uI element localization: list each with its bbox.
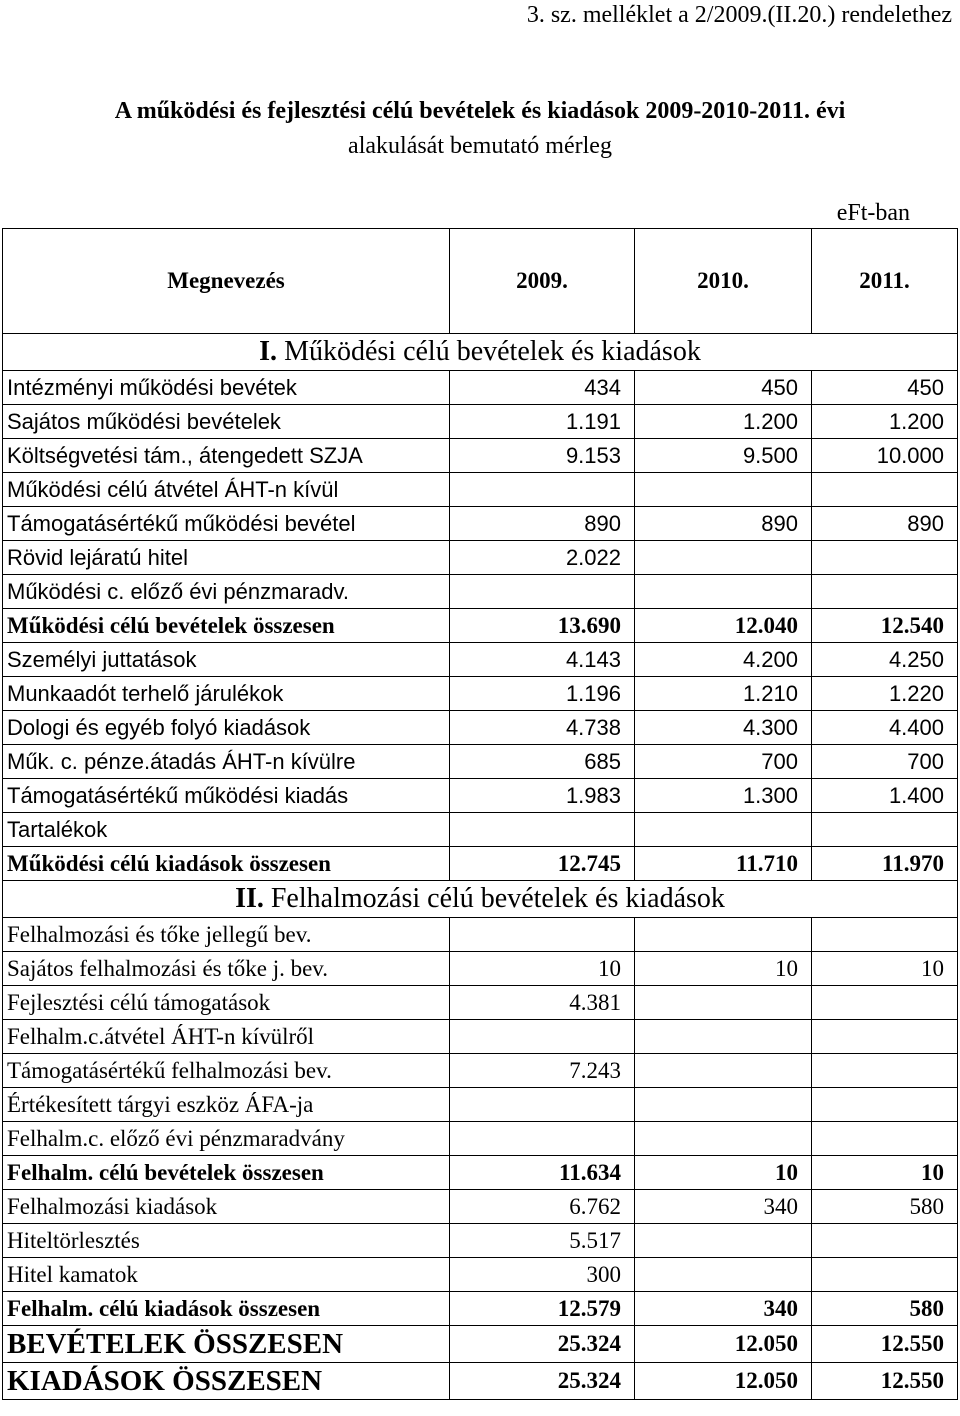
value-2010 [635,1224,812,1258]
table-row [3,847,958,881]
value-2009 [450,1122,635,1156]
col-header-2009: 2009. [450,229,635,334]
value-2010: 12.050 [635,1363,812,1400]
table-row [3,779,958,813]
value-2010: 11.710 [635,847,812,881]
row-label: BEVÉTELEK ÖSSZESEN [3,1326,450,1363]
value-2010: 10 [635,952,812,986]
value-2009: 434 [450,371,635,405]
value-2009: 890 [450,507,635,541]
table-row [3,1326,958,1363]
col-header-2011: 2011. [812,229,958,334]
table-row [3,952,958,986]
value-2011: 12.550 [812,1363,958,1400]
value-2011: 12.540 [812,609,958,643]
row-label: Munkaadót terhelő járulékok [3,677,450,711]
value-2009: 300 [450,1258,635,1292]
value-2009: 13.690 [450,609,635,643]
row-label: Felhalmozási és tőke jellegű bev. [3,918,450,952]
table-row [3,507,958,541]
row-label: Sajátos felhalmozási és tőke j. bev. [3,952,450,986]
value-2011: 12.550 [812,1326,958,1363]
table-row [3,439,958,473]
col-header-name: Megnevezés [3,229,450,334]
value-2010 [635,1122,812,1156]
value-2009: 12.745 [450,847,635,881]
value-2010: 9.500 [635,439,812,473]
row-label: Felhalmozási kiadások [3,1190,450,1224]
section-1-heading [3,334,958,371]
row-label: Intézményi működési bevétek [3,371,450,405]
row-label: Rövid lejáratú hitel [3,541,450,575]
table-row [3,1363,958,1400]
section-2-heading-number: II. [235,883,264,914]
table-row [3,1292,958,1326]
value-2010: 4.300 [635,711,812,745]
value-2009 [450,1088,635,1122]
annex-reference: 3. sz. melléklet a 2/2009.(II.20.) rendelethez [526,2,952,28]
section-2-heading-title: Felhalmozási célú bevételek és kiadások [270,883,725,914]
section-2-heading [3,881,958,918]
table-row [3,473,958,507]
value-2009: 1.191 [450,405,635,439]
value-2011: 1.220 [812,677,958,711]
value-2011 [812,575,958,609]
value-2010 [635,986,812,1020]
value-2011 [812,918,958,952]
row-label: Felhalm.c.átvétel ÁHT-n kívülről [3,1020,450,1054]
section-1-heading-number: I. [259,336,278,367]
table-row [3,711,958,745]
value-2011: 450 [812,371,958,405]
value-2009: 25.324 [450,1363,635,1400]
table-row [3,813,958,847]
value-2009 [450,813,635,847]
document-title: A működési és fejlesztési célú bevételek és kiadások 2009-2010-2011. évi [114,98,846,124]
value-2010 [635,473,812,507]
row-label: Tartalékok [3,813,450,847]
value-2011: 1.400 [812,779,958,813]
row-label: Műk. c. pénze.átadás ÁHT-n kívülre [3,745,450,779]
table-row [3,541,958,575]
value-2010 [635,1020,812,1054]
row-label: Értékesített tárgyi eszköz ÁFA-ja [3,1088,450,1122]
table-row [3,918,958,952]
value-2011: 700 [812,745,958,779]
table-row [3,1156,958,1190]
value-2010 [635,1088,812,1122]
value-2009: 11.634 [450,1156,635,1190]
value-2011: 580 [812,1292,958,1326]
value-2009: 7.243 [450,1054,635,1088]
row-label: Felhalm. célú bevételek összesen [3,1156,450,1190]
value-2009: 9.153 [450,439,635,473]
value-2010: 340 [635,1190,812,1224]
table-row [3,575,958,609]
value-2009: 1.196 [450,677,635,711]
value-2009: 4.143 [450,643,635,677]
row-label: Dologi és egyéb folyó kiadások [3,711,450,745]
table-row [3,1224,958,1258]
row-label: Felhalm. célú kiadások összesen [3,1292,450,1326]
section-1-heading-title: Működési célú bevételek és kiadások [284,336,701,367]
value-2009 [450,575,635,609]
row-label: Támogatásértékű működési bevétel [3,507,450,541]
value-2010 [635,575,812,609]
value-2011: 10.000 [812,439,958,473]
table-row [3,405,958,439]
value-2009: 12.579 [450,1292,635,1326]
row-label: Működési c. előző évi pénzmaradv. [3,575,450,609]
value-2010 [635,813,812,847]
value-2011 [812,1088,958,1122]
value-2011 [812,1122,958,1156]
value-2010 [635,1054,812,1088]
row-label: Sajátos működési bevételek [3,405,450,439]
value-2010 [635,541,812,575]
col-header-2010: 2010. [635,229,812,334]
value-2011 [812,1224,958,1258]
row-label: Támogatásértékű működési kiadás [3,779,450,813]
row-label: KIADÁSOK ÖSSZESEN [3,1363,450,1400]
table-header-row [3,229,958,334]
table-row [3,677,958,711]
value-2009: 5.517 [450,1224,635,1258]
value-2011: 890 [812,507,958,541]
value-2011 [812,473,958,507]
value-2010: 1.210 [635,677,812,711]
row-label: Működési célú kiadások összesen [3,847,450,881]
value-2011: 4.250 [812,643,958,677]
value-2011 [812,986,958,1020]
value-2010: 10 [635,1156,812,1190]
table-row [3,745,958,779]
row-label: Működési célú átvétel ÁHT-n kívül [3,473,450,507]
value-2009 [450,473,635,507]
table-row [3,1054,958,1088]
table-row [3,1258,958,1292]
section-2-heading-cell [3,881,958,918]
row-label: Költségvetési tám., átengedett SZJA [3,439,450,473]
value-2009: 4.738 [450,711,635,745]
value-2009: 1.983 [450,779,635,813]
table-row [3,986,958,1020]
table-row [3,1020,958,1054]
value-2009: 4.381 [450,986,635,1020]
value-2010: 450 [635,371,812,405]
value-2011: 10 [812,952,958,986]
value-2011: 580 [812,1190,958,1224]
row-label: Hitel kamatok [3,1258,450,1292]
value-2009: 685 [450,745,635,779]
value-2009 [450,1020,635,1054]
table-row [3,1088,958,1122]
value-2009: 2.022 [450,541,635,575]
row-label: Támogatásértékű felhalmozási bev. [3,1054,450,1088]
section-1-heading-cell [3,334,958,371]
document-title-line2: alakulását bemutató mérleg [348,133,612,159]
value-2011: 11.970 [812,847,958,881]
value-2010: 1.300 [635,779,812,813]
value-2010: 340 [635,1292,812,1326]
value-2009: 25.324 [450,1326,635,1363]
table-row [3,643,958,677]
value-2011 [812,1020,958,1054]
value-2009 [450,918,635,952]
value-2009: 10 [450,952,635,986]
value-2011: 1.200 [812,405,958,439]
value-2010: 1.200 [635,405,812,439]
table-row [3,1122,958,1156]
value-2011 [812,1054,958,1088]
value-2011 [812,1258,958,1292]
table-row [3,1190,958,1224]
value-2009: 6.762 [450,1190,635,1224]
value-2010: 890 [635,507,812,541]
balance-table [2,228,958,1400]
value-2010: 700 [635,745,812,779]
value-2011: 4.400 [812,711,958,745]
value-2011: 10 [812,1156,958,1190]
row-label: Működési célú bevételek összesen [3,609,450,643]
row-label: Fejlesztési célú támogatások [3,986,450,1020]
value-2010: 12.050 [635,1326,812,1363]
value-2011 [812,541,958,575]
unit-label: eFt-ban [836,200,910,226]
value-2011 [812,813,958,847]
row-label: Hiteltörlesztés [3,1224,450,1258]
row-label: Személyi juttatások [3,643,450,677]
row-label: Felhalm.c. előző évi pénzmaradvány [3,1122,450,1156]
value-2010: 4.200 [635,643,812,677]
value-2010 [635,918,812,952]
table-row [3,371,958,405]
table-row [3,609,958,643]
value-2010 [635,1258,812,1292]
value-2010: 12.040 [635,609,812,643]
